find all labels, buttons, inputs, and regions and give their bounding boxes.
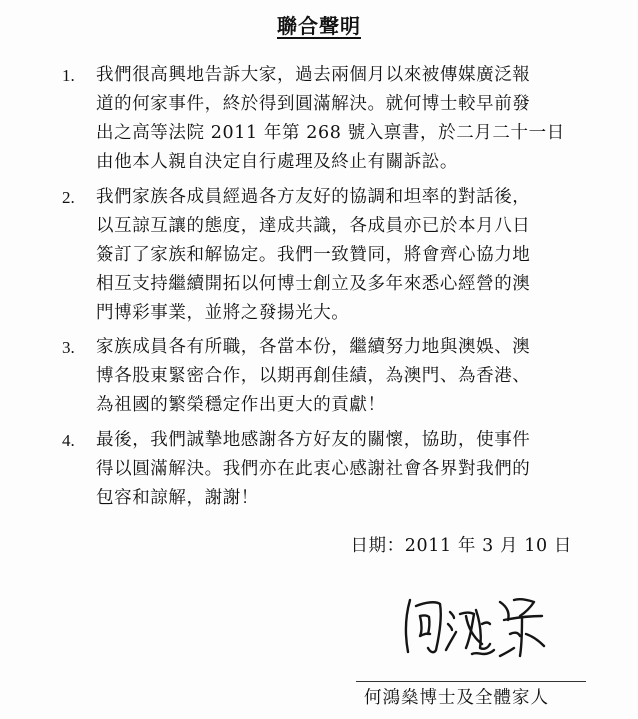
text-line: 以互諒互讓的態度，達成共識，各成員亦已於本月八日: [96, 216, 531, 236]
paragraph-text: [96, 333, 596, 420]
text-line: 包容和諒解，謝謝！: [96, 488, 259, 508]
paragraph-text: [96, 183, 596, 328]
text-line: 家族成員各有所職，各當本份，繼續努力地與澳娛、澳: [96, 337, 531, 357]
text-line: 簽訂了家族和解協定。我們一致贊同，將會齊心協力地: [96, 245, 531, 265]
text-line: 博各股東緊密合作，以期再創佳績，為澳門、為香港、: [96, 366, 531, 386]
text-line: 我們家族各成員經過各方友好的協調和坦率的對話後，: [96, 187, 531, 207]
text-line: 為祖國的繁榮穩定作出更大的貢獻！: [96, 395, 386, 415]
text-line: 出之高等法院 2011 年第 268 號入禀書，於二月二十一日: [96, 123, 565, 143]
signer-name: 何鴻燊博士及全體家人: [364, 688, 549, 708]
handwritten-signature: [396, 592, 556, 664]
paragraph-number: 1.: [62, 66, 75, 85]
text-line: 最後，我們誠摯地感謝各方好友的關懷，協助，使事件: [96, 430, 531, 450]
document-title-text: 聯合聲明: [277, 14, 361, 38]
statement-date: 日期：2011 年 3 月 10 日: [350, 536, 572, 556]
document-title: [0, 10, 638, 39]
paragraph-number: 2.: [62, 188, 75, 207]
signature-line: [356, 681, 586, 682]
paragraph-number: 3.: [62, 338, 75, 357]
text-line: 道的何家事件，終於得到圓滿解決。就何博士較早前發: [96, 94, 531, 114]
paragraph-number: 4.: [62, 431, 75, 450]
text-line: 相互支持繼續開拓以何博士創立及多年來悉心經營的澳: [96, 274, 531, 294]
text-line: 由他本人親自決定自行處理及終止有關訴訟。: [96, 152, 458, 172]
text-line: 得以圓滿解決。我們亦在此衷心感謝社會各界對我們的: [96, 459, 531, 479]
paragraph-text: [96, 426, 596, 513]
text-line: 我們很高興地告訴大家，過去兩個月以來被傳媒廣泛報: [96, 65, 531, 85]
text-line: 門博彩事業，並將之發揚光大。: [96, 303, 350, 323]
paragraph-text: [96, 61, 596, 177]
